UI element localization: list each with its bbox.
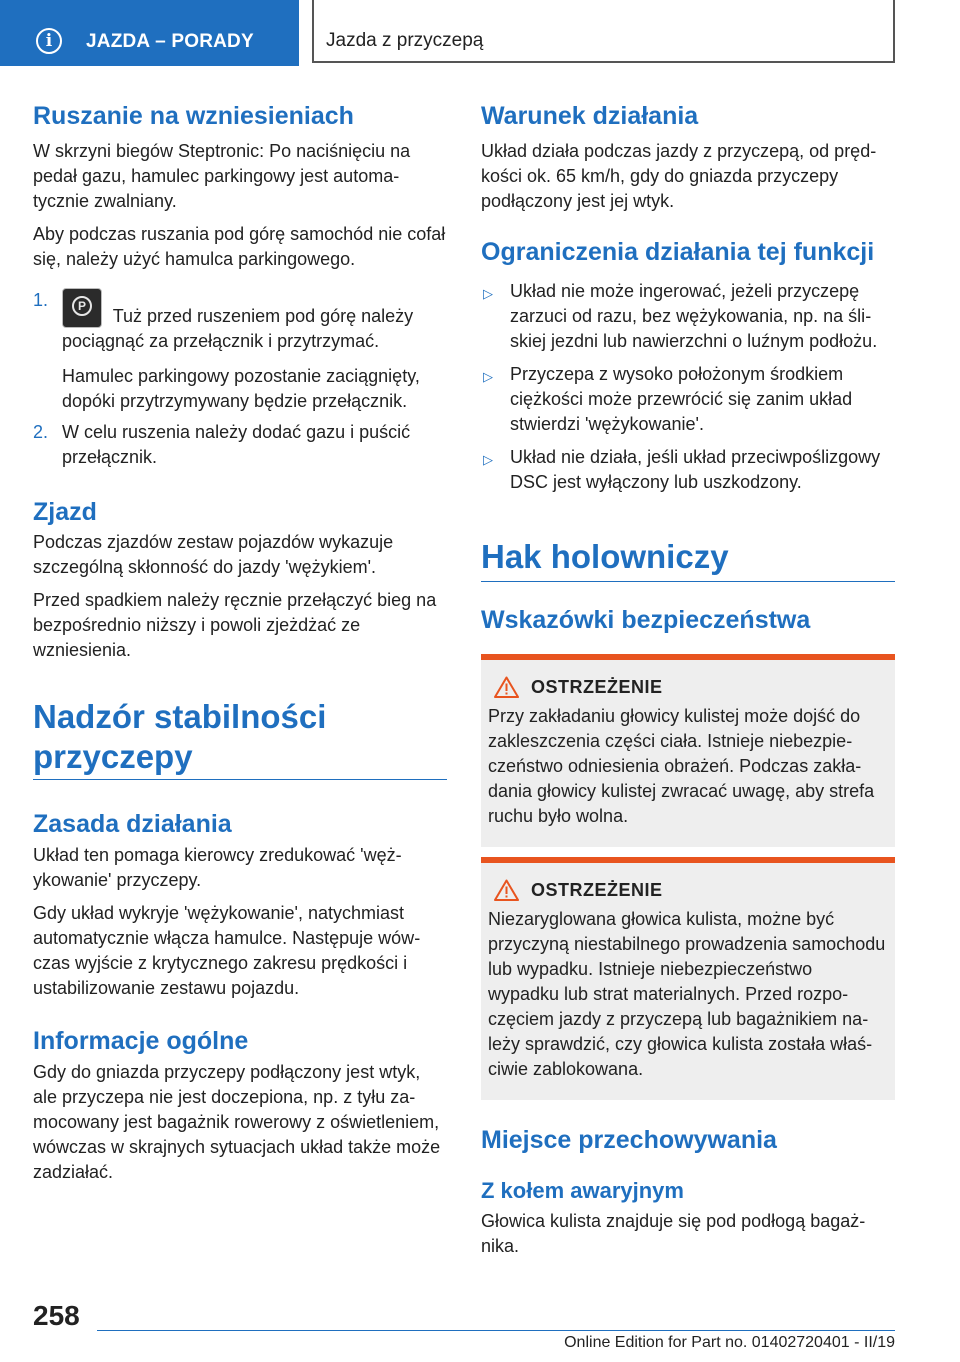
paragraph: Przed spadkiem należy ręcznie przełączyć bieg na bezpośrednio niższy i powoli zjeżdżać ze wzniesienia.	[33, 590, 437, 660]
right-column	[481, 100, 895, 1259]
paragraph: W skrzyni biegów Steptronic: Po naciśnięciu na pedał gazu, hamulec parkingowy jest automatycznie zwalniany.	[33, 141, 411, 211]
heading-miejsce: Miejsce przechowywania	[481, 1126, 777, 1154]
step-text: Tuż przed ruszeniem pod górę należy pociągnąć za przełącznik i przytrzymać.	[62, 306, 414, 351]
heading-informacje: Informacje ogólne	[33, 1027, 249, 1055]
paragraph: Układ działa podczas jazdy z przyczepą, od prędkości ok. 65 km/h, gdy do gniazda przyczepy podłączony jest jej wtyk.	[481, 141, 877, 211]
list-item	[481, 279, 895, 354]
bullet-text: Układ nie działa, jeśli układ przeciwpoślizgowy DSC jest wyłączony lub uszkodzony.	[510, 447, 881, 492]
warning-triangle-icon	[494, 879, 519, 901]
warning-triangle-icon	[494, 676, 519, 698]
step-number: 2.	[33, 422, 49, 442]
limitations-list	[481, 279, 895, 495]
chapter-tab-label: JAZDA – PORADY	[86, 31, 254, 52]
bullet-text: Układ nie może ingerować, jeżeli przyczepę zarzuci od razu, bez wężykowania, np. na śliskiej jezdni lub nawierzchni o luźnym podłożu.	[510, 281, 878, 351]
warning-title-row	[494, 879, 888, 901]
footer-edition: Online Edition for Part no. 01402720401 - II/19	[564, 1334, 895, 1351]
page-header	[0, 0, 960, 66]
step-text: W celu ruszenia należy dodać gazu i puścić przełącznik.	[62, 422, 411, 467]
section-header	[312, 0, 895, 63]
paragraph: Głowica kulista znajduje się pod podłogą bagażnika.	[481, 1211, 866, 1256]
warning-text: Niezaryglowana głowica kulista, możne być przyczyną niestabilnego prowadzenia samochodu lub wypadku. Istnieje niebezpieczeństwo wypadku lub strat materialnych. Przed rozpoczęciem jazdy z przyczepą lub bagażnikiem należy sprawdzić, czy głowica kulista została właściwie zablokowana.	[488, 909, 886, 1079]
step-note: Hamulec parkingowy pozostanie zaciągnięty, dopóki przytrzymywany będzie przełącznik.	[62, 366, 420, 411]
paragraph: Podczas zjazdów zestaw pojazdów wykazuje szczególną skłonność do jazdy 'wężykiem'.	[33, 532, 394, 577]
warning-title-row	[494, 676, 888, 698]
paragraph: Gdy do gniazda przyczepy podłączony jest wtyk, ale przyczepa nie jest doczepiona, np. z tyłu zamocowany jest bagażnik rowerowy z oświetleniem, wówczas w skrajnych sytuacjach układ także może zadziałać.	[33, 1062, 441, 1182]
warning-title: OSTRZEŻENIE	[531, 676, 663, 697]
paragraph: Gdy układ wykryje 'wężykowanie', natychmiast automatycznie włącza hamulce. Następuje wówczas wyjście z krytycznego zakresu prędkości i ustabilizowanie zestawu pojazdu.	[33, 903, 421, 998]
chapter-heading-block	[33, 697, 447, 780]
page-number: 258	[33, 1300, 80, 1331]
triangle-bullet-icon: ▷	[483, 369, 493, 384]
heading-nadzor: Nadzór stabilności przyczepy	[33, 698, 327, 775]
list-item	[33, 420, 447, 470]
chapter-tab[interactable]	[0, 0, 299, 66]
triangle-bullet-icon: ▷	[483, 452, 493, 467]
heading-z-kolem: Z kołem awaryjnym	[481, 1178, 684, 1203]
step-number: 1.	[33, 290, 49, 310]
heading-wskazowki: Wskazówki bezpieczeństwa	[481, 606, 811, 634]
heading-zjazd: Zjazd	[33, 498, 97, 526]
section-title: Jazda z przyczepą	[326, 30, 484, 51]
parking-brake-icon	[62, 288, 102, 328]
bullet-text: Przyczepa z wysoko położonym środkiem ciężkości może przewrócić się zanim układ stwierdzi 'wężykowanie'.	[510, 364, 853, 434]
warning-box	[481, 857, 895, 1100]
info-icon: i	[36, 28, 62, 54]
list-item	[481, 362, 895, 437]
triangle-bullet-icon: ▷	[483, 286, 493, 301]
heading-hak: Hak holowniczy	[481, 538, 729, 575]
warning-box	[481, 654, 895, 847]
heading-ruszanie: Ruszanie na wzniesieniach	[33, 102, 354, 130]
footer-divider	[97, 1330, 895, 1331]
heading-zasada: Zasada działania	[33, 810, 232, 838]
heading-warunek: Warunek działania	[481, 102, 699, 130]
list-item	[33, 288, 447, 414]
list-item	[481, 445, 895, 495]
paragraph: Aby podczas ruszania pod górę samochód nie cofał się, należy użyć hamulca parkingowego.	[33, 224, 446, 269]
warning-title: OSTRZEŻENIE	[531, 879, 663, 900]
paragraph: Układ ten pomaga kierowcy zredukować 'wężykowanie' przyczepy.	[33, 845, 402, 890]
heading-ograniczenia: Ograniczenia działania tej funkcji	[481, 238, 875, 266]
warning-text: Przy zakładaniu głowicy kulistej może dojść do zakleszczenia części ciała. Istnieje niebezpieczeństwo odniesienia obrażeń. Podczas zakładania głowicy kulistej zwracać uwagę, aby strefa ruchu było wolna.	[488, 706, 875, 826]
left-column	[33, 100, 447, 1185]
chapter-heading-block	[481, 537, 895, 582]
steps-list	[33, 288, 447, 470]
